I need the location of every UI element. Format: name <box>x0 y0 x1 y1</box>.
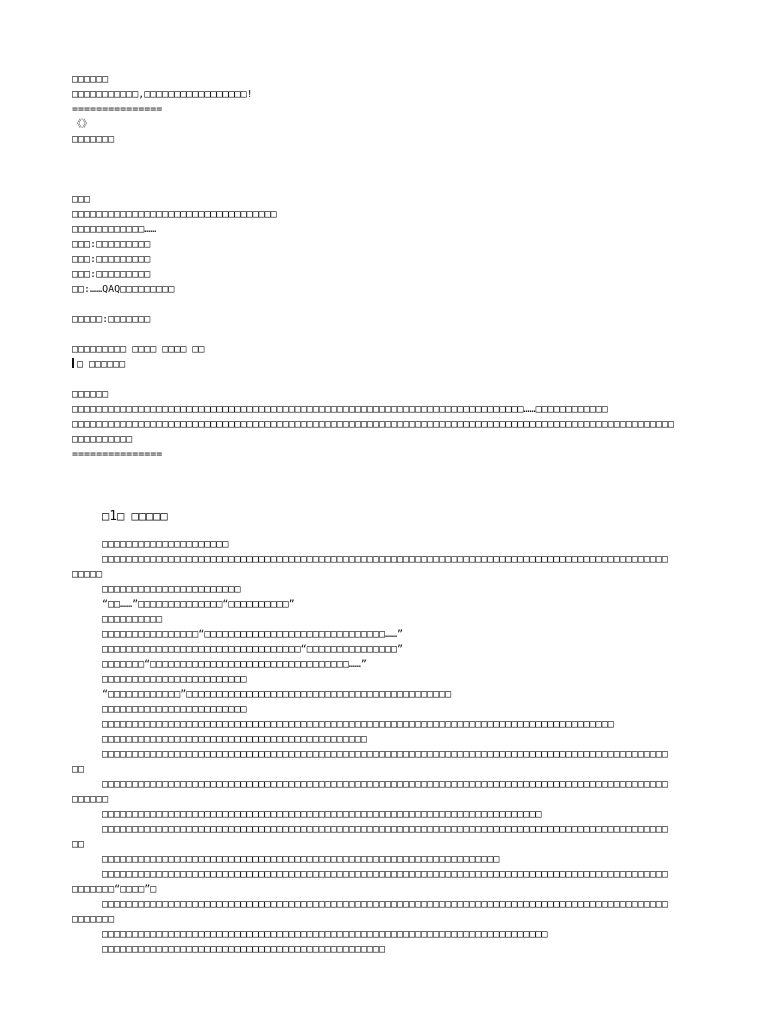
document-page <box>72 72 698 957</box>
body-text-line: □□□□□□□“□□□□”□ <box>72 884 157 895</box>
info-line: □□□□□□□□□□□□…… <box>72 224 157 235</box>
body-text-line: □□□□□□□ <box>72 914 115 925</box>
info-field: □□□:□□□□□□□□□ <box>72 269 151 280</box>
body-text-line: □□□□□□□□□□□□□□□□□□□□□□□□□□□□□□□□□“□□□□□□□□□□□□□□□” <box>102 644 404 655</box>
separator-top: =============== <box>72 104 163 115</box>
info-line: □□□□□□□□□□□□□□□□□□□□□□□□□□□□□□□□□□ <box>72 209 277 220</box>
body-text-line: □□□□□□□□□□□□□□□□□□□□□□□□□□□□□□□□□□□□□□□□□□□□□□□□□□□□□□□□□□□□□□□□□□□□□□□□□□□□□□□□□□□□□□□□□□□□□□ <box>102 779 668 790</box>
body-text-line: □□□□□ <box>72 569 103 580</box>
chapter-number: 1 <box>109 509 118 524</box>
info-meta: □□□□□□□□□ □□□□ □□□□ □□ <box>72 344 205 355</box>
summary-line: □□□□□□□□□□ <box>72 434 133 445</box>
body-text-line: □□□□□□□□□□□□□□□□□□□□□□□□□□□□□□□□□□□□□□□□□□□□□□□□□□□□□□□□□□□□□□□□□□□□□□□□□□ <box>102 929 548 940</box>
body-text-line: □□□□□□□□□□ <box>102 614 163 625</box>
summary-line: □□□□□□□□□□□□□□□□□□□□□□□□□□□□□□□□□□□□□□□□□□□□□□□□□□□□□□□□□□□□□□□□□□□□□□□□□□□……□□□□□□□□□□□□ <box>72 404 608 415</box>
body-text-line: □□□□□□□□□□□□□□□□□□□□□□□□□□□□□□□□□□□□□□□□□□□□□□□□□□□□□□□□□□□□□□□□□□□□□□□□□□□□□□□□□□□□□□□□□□□□□□ <box>102 899 668 910</box>
body-text-line: □□□□□□□□□□□□□□□□□□□□□□□□ <box>102 704 247 715</box>
header-line: □□□□□□□□□□□,□□□□□□□□□□□□□□□□□! <box>72 89 253 100</box>
body-text-line: □□□□□□□□□□□□□□□□□□□□□□□□□□□□□□□□□□□□□□□□□□□□□□□□□□□□□□□□□□□□□□□□□□□□□□□□□□□□□□□□□□□□□ <box>102 719 614 730</box>
chapter-heading <box>72 507 698 525</box>
body-text-line: □□□□□□□□□□□□□□□□□□□□□ <box>102 539 229 550</box>
info-field: □□□:□□□□□□□□□ <box>72 239 151 250</box>
body-text-line: □□□□□□□□□□□□□□□□□□□□□□□□ <box>102 674 247 685</box>
body-text-line: “□□……”□□□□□□□□□□□□□□“□□□□□□□□□□” <box>102 599 295 610</box>
header-line: □□□□□□□ <box>72 134 115 145</box>
chapter-prefix: □ <box>102 509 110 523</box>
body-text-line: □□□□□□□□□□□□□□□□□□□□□□□ <box>102 584 241 595</box>
body-text-line: □□□□□□□□□□□□□□□□“□□□□□□□□□□□□□□□□□□□□□□□□□□□□□□……” <box>102 629 404 640</box>
info-field: □□□:□□□□□□□□□ <box>72 254 151 265</box>
body-text-line: □□□□□□□□□□□□□□□□□□□□□□□□□□□□□□□□□□□□□□□□□□□□□□□□□□□□□□□□□□□□□□□□□□□□□□□□□□□□□□□□□□□□□□□□□□□□□□ <box>102 869 668 880</box>
cursor-line-text: □ □□□□□□ <box>77 359 126 370</box>
body-text-line: □□□□□□□“□□□□□□□□□□□□□□□□□□□□□□□□□□□□□□□□□……” <box>102 659 367 670</box>
body-text-line: □□ <box>72 839 85 850</box>
separator-bottom: =============== <box>72 449 163 460</box>
info-tag: □□□□□:□□□□□□□ <box>72 314 151 325</box>
summary-heading: □□□□□□ <box>72 389 109 400</box>
body-text-line: □□□□□□□□□□□□□□□□□□□□□□□□□□□□□□□□□□□□□□□□□□□□□□□ <box>102 944 385 955</box>
header-line: □□□□□□ <box>72 74 109 85</box>
body-text-line: □□□□□□□□□□□□□□□□□□□□□□□□□□□□□□□□□□□□□□□□□□□□□□□□□□□□□□□□□□□□□□□□□□□□□□□□□ <box>102 809 542 820</box>
body-text-line: □□□□□□□□□□□□□□□□□□□□□□□□□□□□□□□□□□□□□□□□□□□□□□□□□□□□□□□□□□□□□□□□□□ <box>102 854 500 865</box>
book-title-brackets: 《》 <box>72 119 92 130</box>
text-cursor <box>72 358 74 368</box>
chapter-title: □ □□□□□ <box>117 509 168 523</box>
info-heading: □□□ <box>72 194 91 205</box>
body-text-line: □□□□□□□□□□□□□□□□□□□□□□□□□□□□□□□□□□□□□□□□□□□□□□□□□□□□□□□□□□□□□□□□□□□□□□□□□□□□□□□□□□□□□□□□□□□□□□ <box>102 554 668 565</box>
chapter-body <box>72 537 698 957</box>
body-text-line: □□□□□□□□□□□□□□□□□□□□□□□□□□□□□□□□□□□□□□□□□□□□□□□□□□□□□□□□□□□□□□□□□□□□□□□□□□□□□□□□□□□□□□□□□□□□□□ <box>102 824 668 835</box>
body-text-line: “□□□□□□□□□□□□”□□□□□□□□□□□□□□□□□□□□□□□□□□□□□□□□□□□□□□□□□□□□ <box>102 689 452 700</box>
cursor-line <box>72 357 698 372</box>
body-text-line: □□ <box>72 764 85 775</box>
summary-line: □□□□□□□□□□□□□□□□□□□□□□□□□□□□□□□□□□□□□□□□□□□□□□□□□□□□□□□□□□□□□□□□□□□□□□□□□□□□□□□□□□□□□□□□□□□□□□□□□□□□ <box>72 419 675 430</box>
body-text-line: □□□□□□□□□□□□□□□□□□□□□□□□□□□□□□□□□□□□□□□□□□□□ <box>102 734 367 745</box>
info-field: □□:……QAQ□□□□□□□□□ <box>72 284 175 295</box>
body-text-line: □□□□□□ <box>72 794 109 805</box>
body-text-line: □□□□□□□□□□□□□□□□□□□□□□□□□□□□□□□□□□□□□□□□□□□□□□□□□□□□□□□□□□□□□□□□□□□□□□□□□□□□□□□□□□□□□□□□□□□□□□ <box>102 749 668 760</box>
